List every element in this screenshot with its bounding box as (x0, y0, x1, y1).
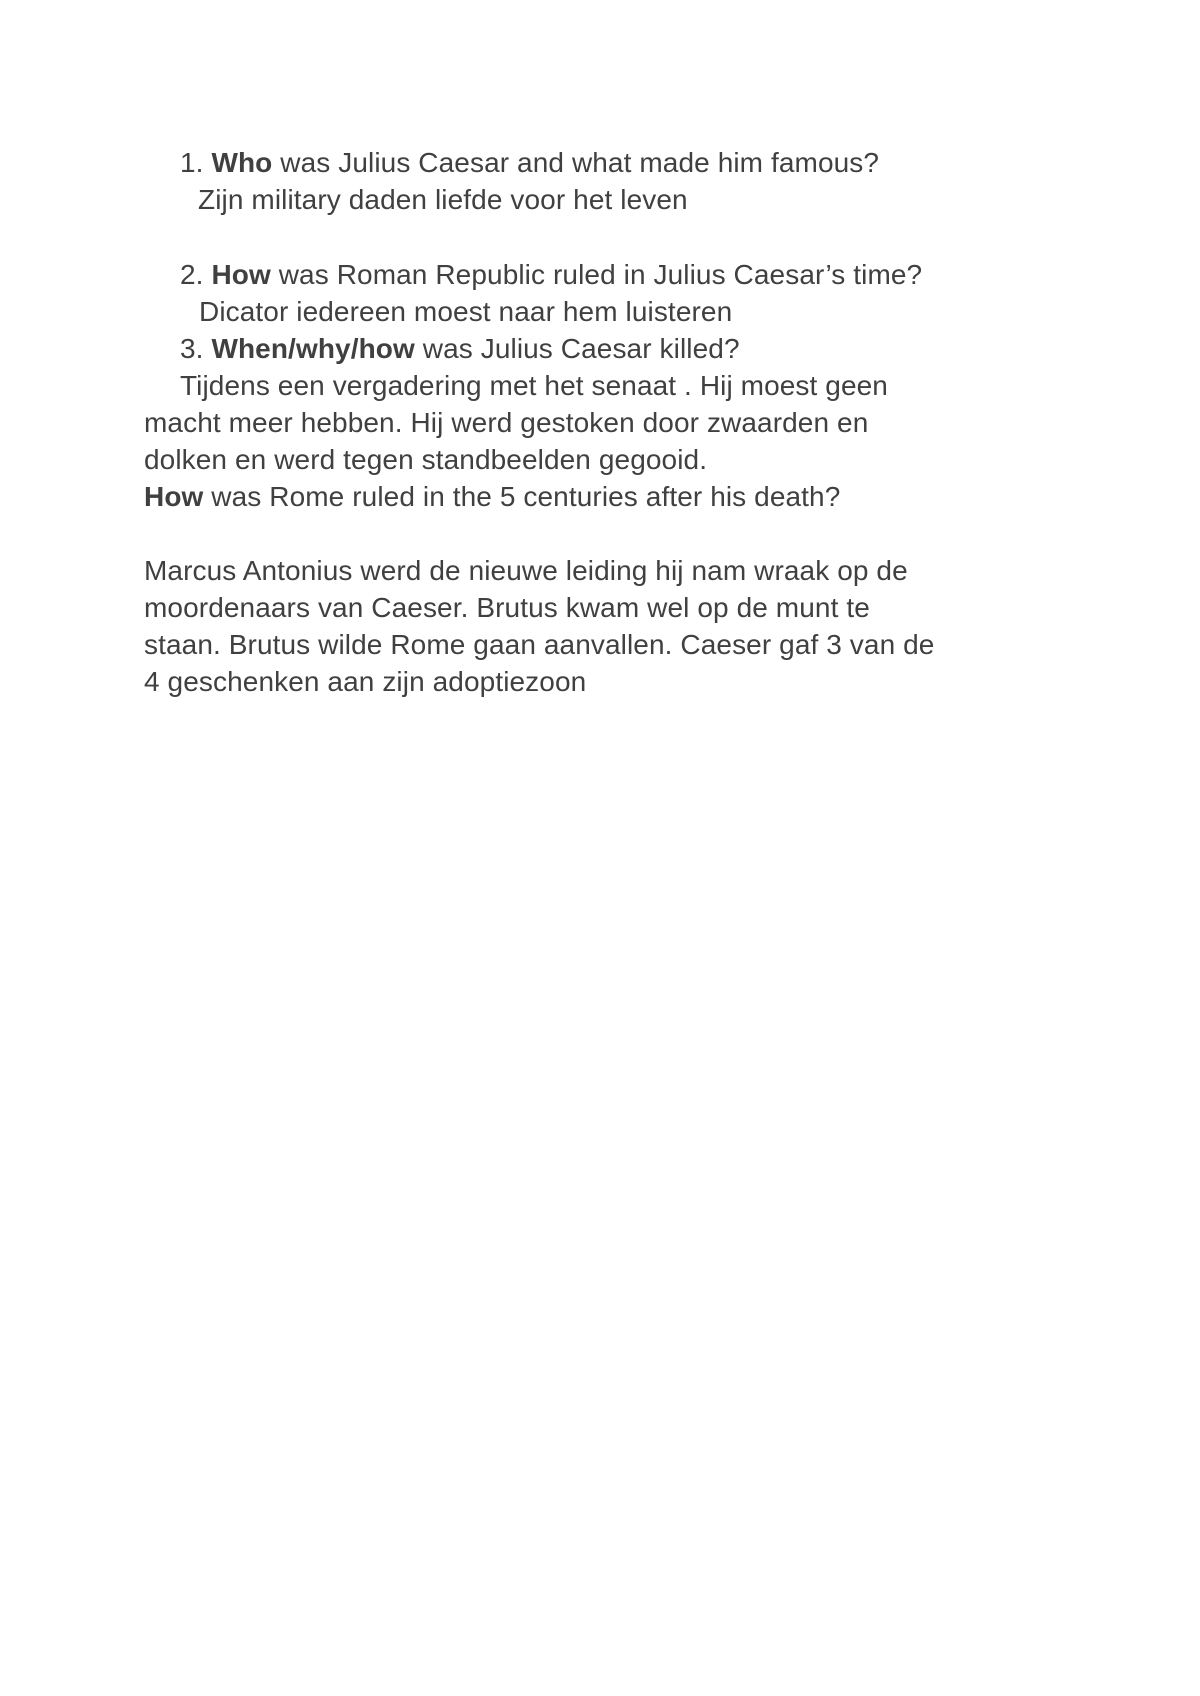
question-2-number: 2. (180, 259, 204, 290)
answer-1: Zijn military daden liefde voor het leven (198, 184, 688, 215)
answer-2: Dicator iedereen moest naar hem luisteren (199, 296, 733, 327)
question-3-text: was Julius Caesar killed? (414, 333, 740, 364)
question-1 (180, 144, 879, 181)
question-3 (180, 330, 740, 367)
question-1-text: was Julius Caesar and what made him famous? (272, 147, 880, 178)
question-1-keyword: Who (211, 147, 273, 178)
question-3-number: 3. (180, 333, 204, 364)
question-2 (180, 256, 922, 293)
question-3-keyword: When/why/how (211, 333, 415, 364)
answer-3-line: Tijdens een vergadering met het senaat . Hij moest geen (180, 370, 888, 401)
question-1-number: 1. (180, 147, 204, 178)
answer-3-line: dolken en werd tegen standbeelden gegooid. (144, 444, 708, 475)
question-2-text: was Roman Republic ruled in Julius Caesar’s time? (270, 259, 923, 290)
question-4 (144, 478, 840, 515)
answer-4-line: Marcus Antonius werd de nieuwe leiding hij nam wraak op de (144, 555, 908, 586)
question-4-keyword: How (144, 481, 204, 512)
answer-4-line: moordenaars van Caeser. Brutus kwam wel op de munt te (144, 592, 870, 623)
question-2-keyword: How (211, 259, 271, 290)
question-4-text: was Rome ruled in the 5 centuries after his death? (203, 481, 841, 512)
answer-4-line: staan. Brutus wilde Rome gaan aanvallen. Caeser gaf 3 van de (144, 629, 935, 660)
answer-4-line: 4 geschenken aan zijn adoptiezoon (144, 666, 587, 697)
answer-3-line: macht meer hebben. Hij werd gestoken door zwaarden en (144, 407, 869, 438)
